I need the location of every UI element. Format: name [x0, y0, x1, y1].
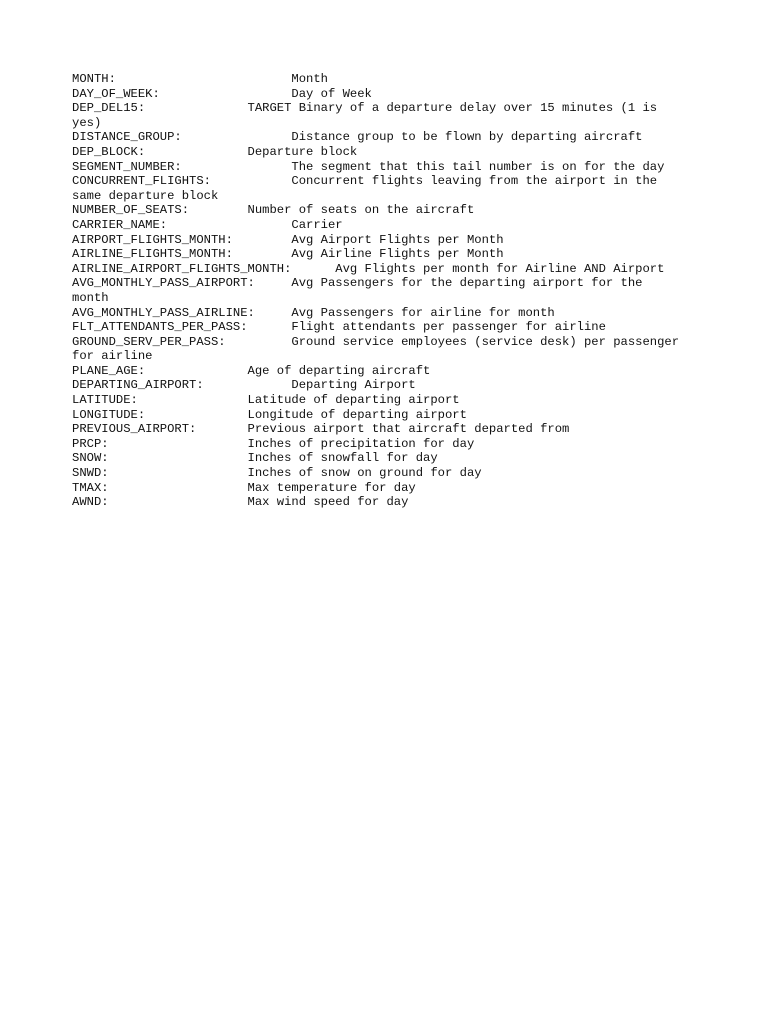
line-prcp: PRCP: Inches of precipitation for day	[72, 436, 475, 451]
line-avg-monthly-pass-airline: AVG_MONTHLY_PASS_AIRLINE: Avg Passengers for airline for month	[72, 305, 555, 320]
line-dep-block: DEP_BLOCK: Departure block	[72, 144, 358, 159]
line-dep-del15-cont: yes)	[72, 115, 102, 130]
line-snow: SNOW: Inches of snowfall for day	[72, 451, 438, 466]
line-longitude: LONGITUDE: Longitude of departing airport	[72, 407, 467, 422]
line-plane-age: PLANE_AGE: Age of departing aircraft	[72, 363, 431, 378]
line-segment-number: SEGMENT_NUMBER: The segment that this tail number is on for the day	[72, 159, 665, 174]
line-concurrent-flights: CONCURRENT_FLIGHTS: Concurrent flights leaving from the airport in the	[72, 174, 658, 189]
line-concurrent-flights-cont: same departure block	[72, 188, 219, 203]
line-latitude: LATITUDE: Latitude of departing airport	[72, 393, 460, 408]
line-avg-monthly-pass-airport: AVG_MONTHLY_PASS_AIRPORT: Avg Passengers for the departing airport for the	[72, 276, 643, 291]
line-airline-airport-flights-month: AIRLINE_AIRPORT_FLIGHTS_MONTH: Avg Flights per month for Airline AND Airport	[72, 261, 665, 276]
line-airline-flights-month: AIRLINE_FLIGHTS_MONTH: Avg Airline Flights per Month	[72, 247, 504, 262]
line-distance-group: DISTANCE_GROUP: Distance group to be flown by departing aircraft	[72, 130, 643, 145]
line-ground-serv-per-pass: GROUND_SERV_PER_PASS: Ground service employees (service desk) per passenger	[72, 334, 680, 349]
line-airport-flights-month: AIRPORT_FLIGHTS_MONTH: Avg Airport Flights per Month	[72, 232, 504, 247]
line-avg-monthly-pass-airport-cont: month	[72, 290, 109, 305]
line-departing-airport: DEPARTING_AIRPORT: Departing Airport	[72, 378, 416, 393]
line-previous-airport: PREVIOUS_AIRPORT: Previous airport that aircraft departed from	[72, 422, 570, 437]
line-dep-del15: DEP_DEL15: TARGET Binary of a departure delay over 15 minutes (1 is	[72, 101, 658, 116]
line-snwd: SNWD: Inches of snow on ground for day	[72, 466, 482, 481]
line-awnd: AWND: Max wind speed for day	[72, 495, 409, 510]
document-page	[72, 72, 696, 510]
line-month: MONTH: Month	[72, 72, 328, 86]
line-carrier-name: CARRIER_NAME: Carrier	[72, 217, 343, 232]
line-ground-serv-per-pass-cont: for airline	[72, 349, 153, 364]
line-tmax: TMAX: Max temperature for day	[72, 480, 416, 495]
line-number-of-seats: NUMBER_OF_SEATS: Number of seats on the aircraft	[72, 203, 475, 218]
line-flt-attendants-per-pass: FLT_ATTENDANTS_PER_PASS: Flight attendants per passenger for airline	[72, 320, 606, 335]
line-day-of-week: DAY_OF_WEEK: Day of Week	[72, 86, 372, 101]
